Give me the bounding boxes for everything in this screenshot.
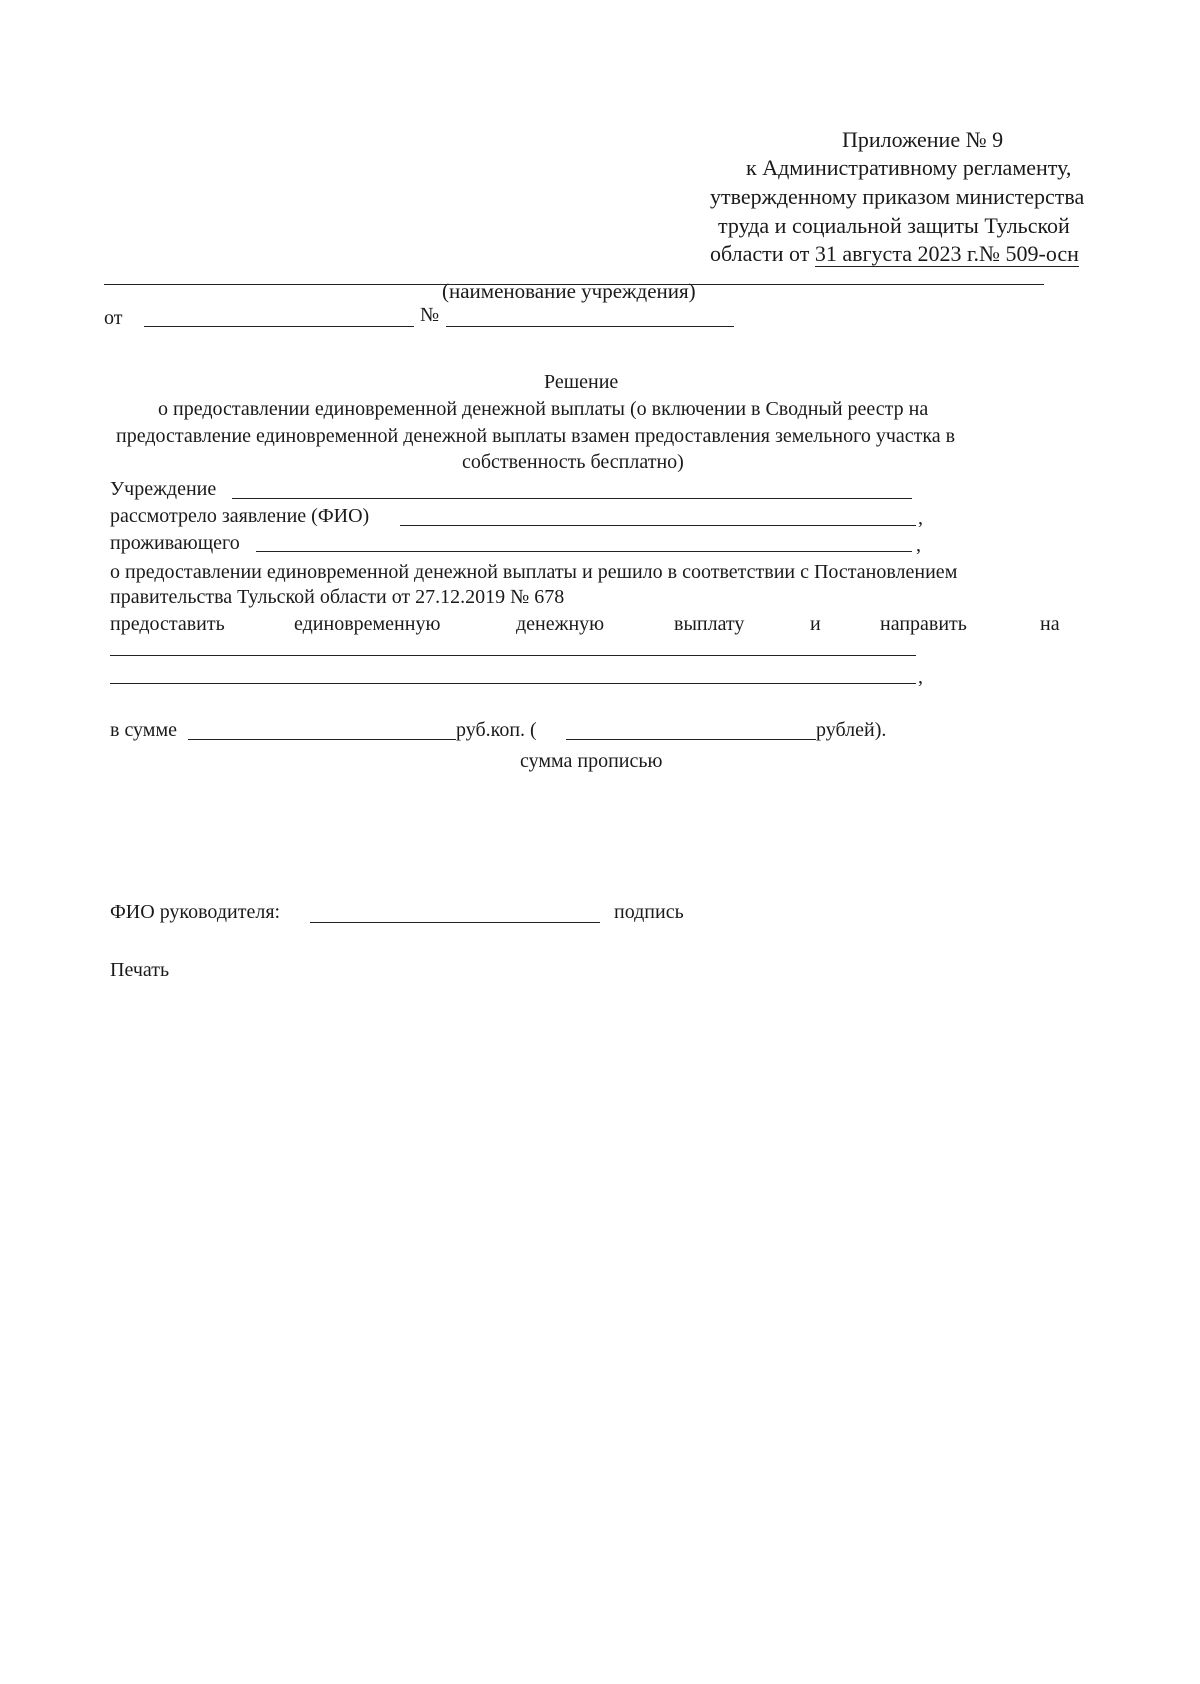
decision-title: Решение <box>544 371 619 393</box>
head-name-label: ФИО руководителя: <box>110 901 281 923</box>
institution-field-line <box>232 498 912 499</box>
number-label: № <box>420 304 440 326</box>
decision-paragraph-line1: о предоставлении единовременной денежной выплаты и решило в соответствии с Постановлением <box>110 561 958 583</box>
header-order-number: № 509-осн <box>979 241 1079 266</box>
in-sum-label: в сумме <box>110 719 177 741</box>
word-and: и <box>810 613 821 635</box>
decision-paragraph-line2: правительства Тульской области от 27.12.2019 № 678 <box>110 586 565 608</box>
word-to: на <box>1040 613 1060 635</box>
word-direct: направить <box>880 613 967 635</box>
word-monetary: денежную <box>516 613 605 635</box>
header-date: 31 августа 2023 г. <box>814 241 980 266</box>
date-field-line <box>144 326 414 327</box>
decision-subtitle-line1: о предоставлении единовременной денежной выплаты (о включении в Сводный реестр на <box>158 398 929 420</box>
residing-comma: , <box>916 534 921 556</box>
destination-field-line-2 <box>110 683 916 684</box>
word-one-time: единовременную <box>294 613 441 635</box>
decision-subtitle-line3: собственность бесплатно) <box>462 451 684 473</box>
residing-field-line <box>256 551 912 552</box>
destination-comma: , <box>918 666 923 688</box>
considered-application-label: рассмотрело заявление (ФИО) <box>110 505 370 527</box>
amount-field-line <box>188 739 456 740</box>
applicant-comma: , <box>918 507 923 529</box>
decision-subtitle-line2: предоставление единовременной денежной выплаты взамен предоставления земельного участка в <box>116 425 956 447</box>
word-provide: предоставить <box>110 613 225 635</box>
amount-in-words-caption: сумма прописью <box>520 750 663 772</box>
destination-field-line-1 <box>110 655 916 656</box>
seal-label: Печать <box>110 959 170 981</box>
word-payment: выплату <box>674 613 745 635</box>
date-from-label: от <box>104 307 123 329</box>
amount-in-words-field-line <box>566 739 816 740</box>
header-line-ministry: труда и социальной защиты Тульской <box>718 213 1070 238</box>
applicant-name-field-line <box>400 525 916 526</box>
rubles-label: рублей). <box>816 719 887 741</box>
header-line-date <box>710 240 1079 268</box>
header-line-order: утвержденному приказом министерства <box>710 184 1085 209</box>
institution-name-caption: (наименование учреждения) <box>442 279 696 303</box>
signature-label: подпись <box>614 901 684 923</box>
header-line-regulation: к Административному регламенту, <box>746 155 1072 180</box>
institution-label: Учреждение <box>110 478 217 500</box>
number-field-line <box>446 326 734 327</box>
appendix-number: Приложение № 9 <box>842 127 1004 152</box>
head-name-field-line <box>310 922 600 923</box>
residing-label: проживающего <box>110 532 240 554</box>
header-date-prefix: области от <box>710 241 815 266</box>
rub-kop-label: руб.коп. ( <box>456 719 537 741</box>
